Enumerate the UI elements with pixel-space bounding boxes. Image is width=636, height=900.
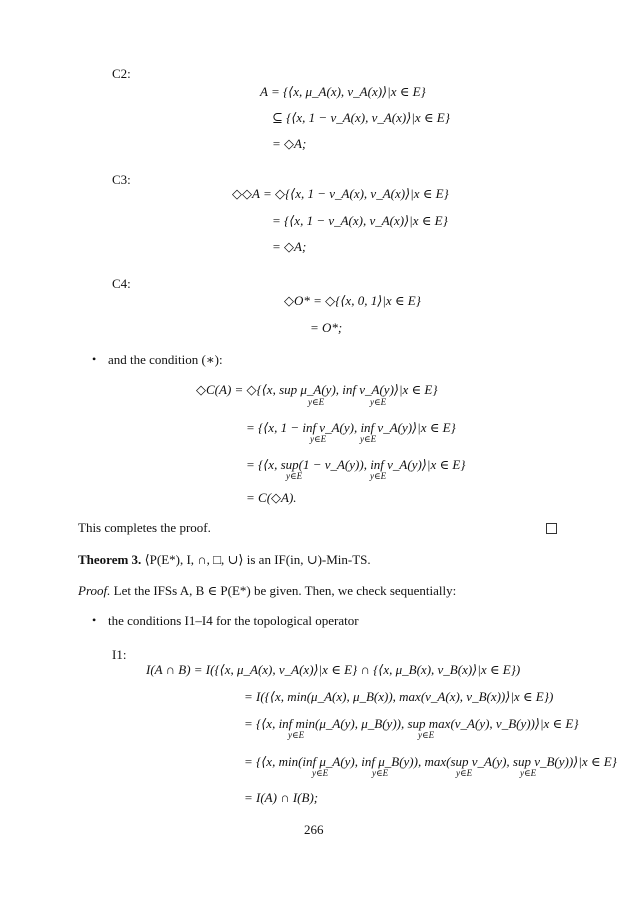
c2-eq-line-2: ⊆ {⟨x, 1 − ν_A(x), ν_A(x)⟩|x ∈ E} <box>272 110 450 125</box>
condition-subscript-3a: y∈E <box>286 471 303 481</box>
i1-subscript-4a: y∈E <box>312 768 329 778</box>
condition-subscript-2a: y∈E <box>310 434 327 444</box>
theorem-statement <box>78 552 371 568</box>
condition-bullet-text: and the condition (∗): <box>108 352 223 367</box>
c3-eq-line-2: = {⟨x, 1 − ν_A(x), ν_A(x)⟩|x ∈ E} <box>272 213 448 228</box>
c2-eq-line-1: A = {⟨x, μ_A(x), ν_A(x)⟩|x ∈ E} <box>260 84 426 99</box>
c4-eq-line-2: = O*; <box>310 320 343 335</box>
proof-paragraph <box>78 583 456 599</box>
i1-eq-line-4: = {⟨x, min(inf μ_A(y), inf μ_B(y)), max(sup ν_A(y), sup ν_B(y))⟩|x ∈ E} <box>244 754 617 769</box>
bullet-icon: • <box>92 352 97 366</box>
condition-eq-line-2: = {⟨x, 1 − inf ν_A(y), inf ν_A(y)⟩|x ∈ E} <box>246 420 456 435</box>
c2-eq-line-3: = ◇A; <box>272 136 307 151</box>
condition-subscript-2b: y∈E <box>360 434 377 444</box>
page-number: 266 <box>304 822 324 837</box>
c3-label: C3: <box>112 172 131 187</box>
c3-eq-line-3: = ◇A; <box>272 239 307 254</box>
i1-subscript-4d: y∈E <box>520 768 537 778</box>
c4-eq-line-1: ◇O* = ◇{⟨x, 0, 1⟩|x ∈ E} <box>284 293 421 308</box>
i1-subscript-4b: y∈E <box>372 768 389 778</box>
proof-text: Let the IFSs A, B ∈ P(E*) be given. Then, we check sequentially: <box>113 583 457 598</box>
bullet-icon: • <box>92 613 97 627</box>
c3-eq-line-1: ◇◇A = ◇{⟨x, 1 − ν_A(x), ν_A(x)⟩|x ∈ E} <box>232 186 449 201</box>
condition-subscript-1b: y∈E <box>370 397 387 407</box>
condition-eq-line-3: = {⟨x, sup(1 − ν_A(y)), inf ν_A(y)⟩|x ∈ E} <box>246 457 466 472</box>
c2-label: C2: <box>112 66 131 81</box>
condition-subscript-1a: y∈E <box>308 397 325 407</box>
i1-eq-line-3: = {⟨x, inf min(μ_A(y), μ_B(y)), sup max(ν_A(y), ν_B(y))⟩|x ∈ E} <box>244 716 579 731</box>
proof-label: Proof. <box>78 583 111 598</box>
proof-end-text: This completes the proof. <box>78 520 211 535</box>
i1-eq-line-1: I(A ∩ B) = I({⟨x, μ_A(x), ν_A(x)⟩|x ∈ E} ∩ {⟨x, μ_B(x), ν_B(x)⟩|x ∈ E}) <box>146 662 521 677</box>
i1-subscript-4c: y∈E <box>456 768 473 778</box>
theorem-label: Theorem 3. <box>78 552 142 567</box>
i1-eq-line-5: = I(A) ∩ I(B); <box>244 790 319 805</box>
i1-eq-line-2: = I({⟨x, min(μ_A(x), μ_B(x)), max(ν_A(x), ν_B(x))⟩|x ∈ E}) <box>244 689 554 704</box>
theorem-text: ⟨P(E*), I, ∩, □, ∪⟩ is an IF(in, ∪)-Min-TS. <box>144 552 371 567</box>
condition-eq-line-4: = C(◇A). <box>246 490 297 505</box>
condition-eq-line-1: ◇C(A) = ◇{⟨x, sup μ_A(y), inf ν_A(y)⟩|x ∈ E} <box>196 382 438 397</box>
c4-label: C4: <box>112 276 131 291</box>
i-bullet-text: the conditions I1–I4 for the topological operator <box>108 613 359 628</box>
condition-subscript-3b: y∈E <box>370 471 387 481</box>
i1-label: I1: <box>112 647 127 662</box>
i1-subscript-3b: y∈E <box>418 730 435 740</box>
qed-square-icon <box>546 523 557 534</box>
i1-subscript-3a: y∈E <box>288 730 305 740</box>
